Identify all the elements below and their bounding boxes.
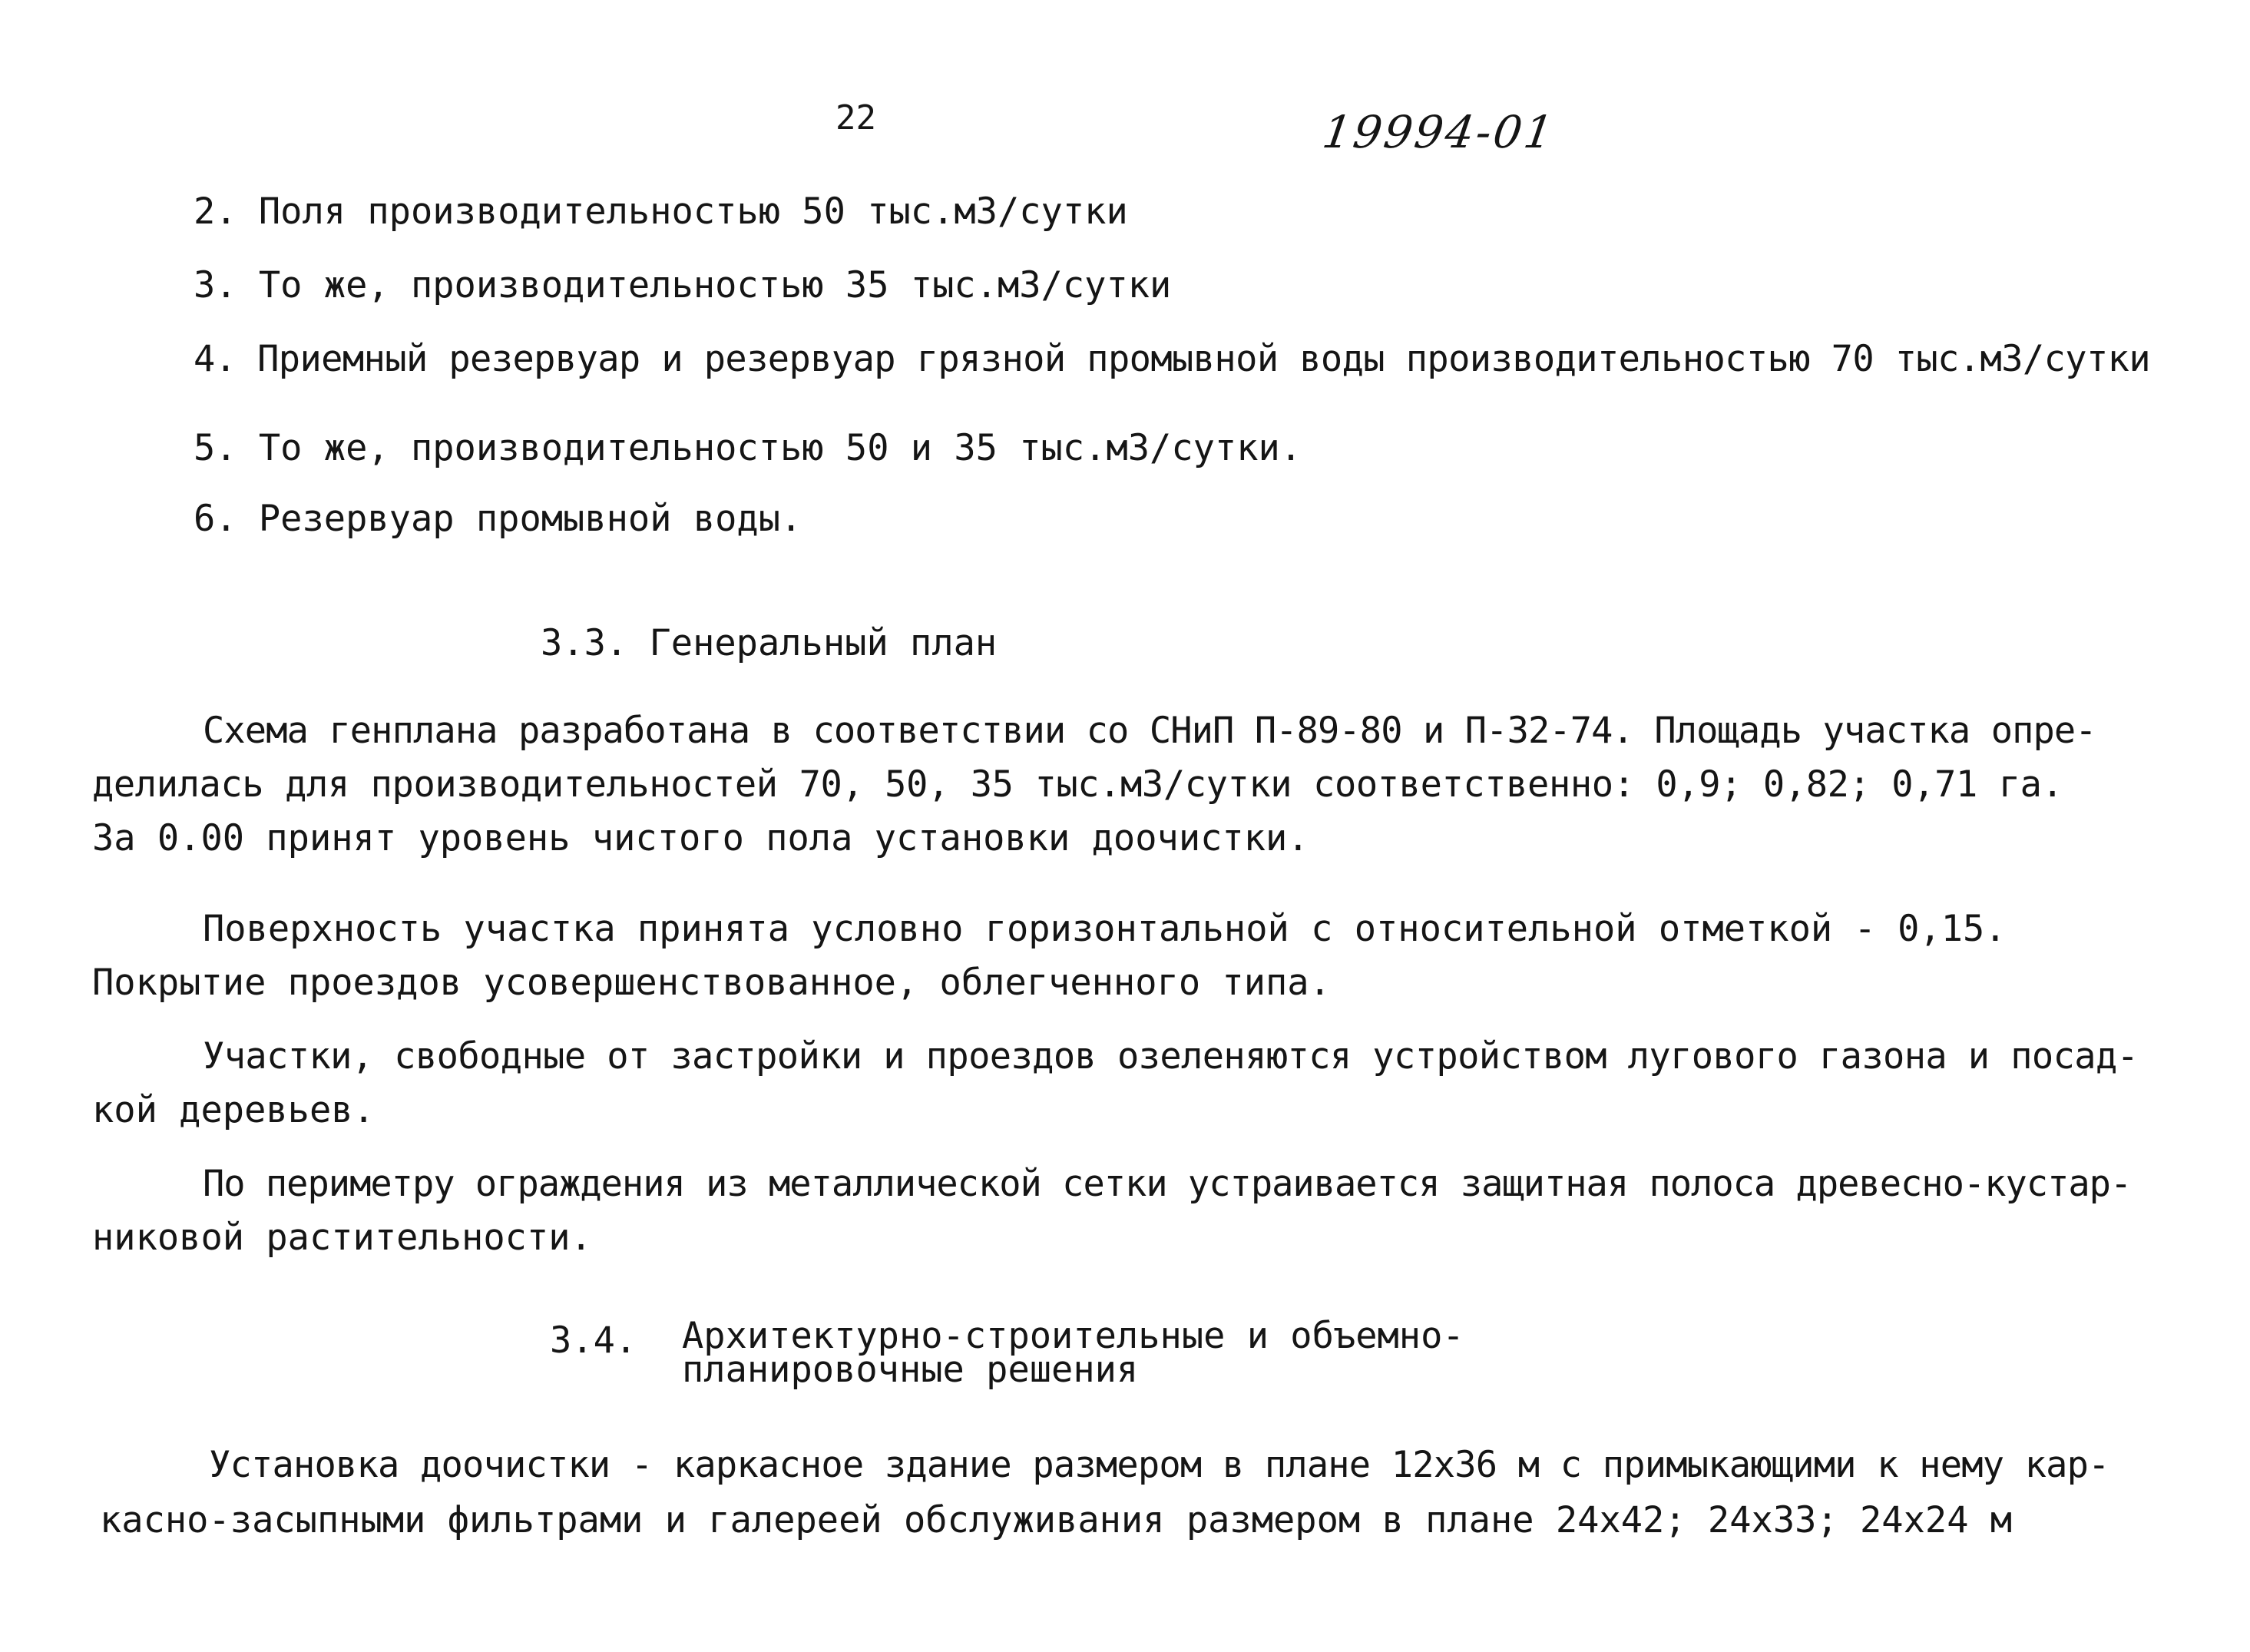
section-title: Архитектурно-строительные и объемно- [682, 1315, 1464, 1357]
section-number: 3.4. [550, 1319, 637, 1362]
paragraph-line: За 0.00 принят уровень чистого пола установки доочистки. [92, 817, 1309, 859]
paragraph-line: касно-засыпными фильтрами и галереей обслуживания размером в плане 24х42; 24х33; 24х24 м [100, 1499, 2013, 1541]
paragraph-line: кой деревьев. [92, 1089, 375, 1131]
document-code: 19994-01 [1319, 106, 1559, 158]
list-item: 4. Приемный резервуар и резервуар грязной промывной воды производительностью 70 тыс.м3/сутки [194, 338, 2151, 380]
list-item: 3. То же, производительностью 35 тыс.м3/сутки [194, 264, 1172, 306]
paragraph-line: Участки, свободные от застройки и проездов озеленяются устройством лугового газона и посад- [203, 1035, 2139, 1078]
list-item: 6. Резервуар промывной воды. [194, 498, 802, 540]
paragraph-line: Схема генплана разработана в соответствии со СНиП П-89-80 и П-32-74. Площадь участка опре- [203, 710, 2096, 752]
paragraph-line: Установка доочистки - каркасное здание размером в плане 12х36 м с примыкающими к нему кар- [209, 1444, 2109, 1486]
paragraph-line: делилась для производительностей 70, 50, 35 тыс.м3/сутки соответственно: 0,9; 0,82; 0,71 га. [92, 763, 2063, 806]
section-title: планировочные решения [682, 1349, 1139, 1391]
paragraph-line: никовой растительности. [92, 1217, 592, 1259]
list-item: 5. То же, производительностью 50 и 35 тыс.м3/сутки. [194, 427, 1302, 469]
paragraph-line: Покрытие проездов усовершенствованное, облегченного типа. [92, 962, 1331, 1004]
section-heading: 3.3. Генеральный план [541, 622, 998, 664]
paragraph-line: По периметру ограждения из металлической сетки устраивается защитная полоса древесно-кустар- [203, 1163, 2132, 1205]
page-number: 22 [835, 98, 876, 137]
list-item: 2. Поля производительностью 50 тыс.м3/сутки [194, 190, 1128, 233]
paragraph-line: Поверхность участка принята условно горизонтальной с относительной отметкой - 0,15. [203, 908, 2007, 950]
